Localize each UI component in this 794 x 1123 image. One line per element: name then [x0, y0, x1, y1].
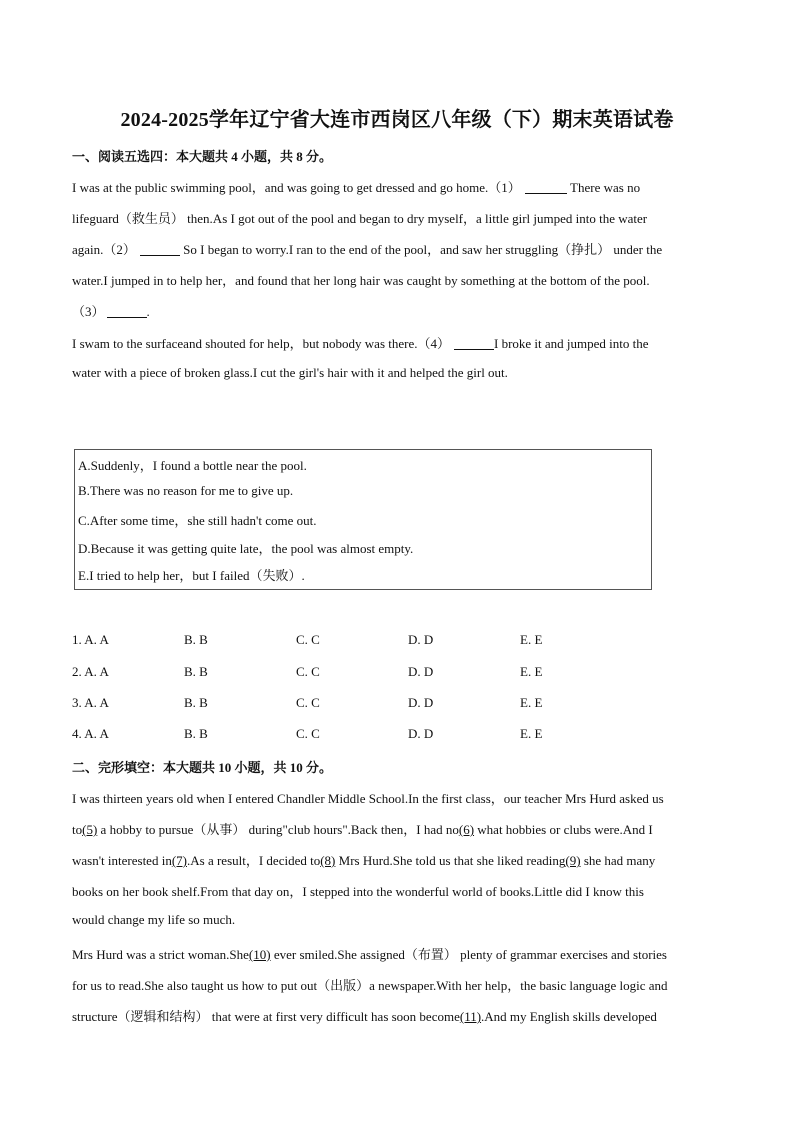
choice-a[interactable]: 4. A. A	[72, 726, 109, 741]
cloze-blank-10[interactable]: (10)	[248, 947, 271, 962]
choice-b[interactable]: B. B	[184, 664, 208, 679]
cloze-line: to(5) a hobby to pursue（从事） during"club hours".Back then，I had no(6) what hobbies or clubs were.And I	[72, 822, 653, 837]
option-c: C.After some time，she still hadn't come out.	[78, 513, 317, 528]
option-e: E.I tried to help her，but I failed（失败）.	[78, 568, 305, 583]
blank-3	[107, 305, 147, 318]
blank-1	[525, 181, 567, 194]
choice-a[interactable]: 2. A. A	[72, 664, 109, 679]
passage-line: （3） .	[72, 304, 150, 319]
choice-c[interactable]: C. C	[296, 664, 320, 679]
cloze-blank-6[interactable]: (6)	[458, 822, 475, 837]
cloze-line: wasn't interested in(7).As a result，I decided to(8) Mrs Hurd.She told us that she liked reading(9) she had many	[72, 853, 656, 868]
passage-line: I was at the public swimming pool，and was going to get dressed and go home.（1） There was no	[72, 180, 641, 195]
passage-line: I swam to the surfaceand shouted for help，but nobody was there.（4） I broke it and jumped into the	[72, 336, 649, 351]
choice-a[interactable]: 1. A. A	[72, 632, 109, 647]
choice-d[interactable]: D. D	[408, 695, 434, 710]
option-d: D.Because it was getting quite late，the pool was almost empty.	[78, 541, 414, 556]
question-row	[72, 695, 632, 715]
cloze-line: structure（逻辑和结构） that were at first very difficult has soon become(11).And my English skills developed	[72, 1009, 657, 1024]
choice-a[interactable]: 3. A. A	[72, 695, 109, 710]
choice-b[interactable]: B. B	[184, 632, 208, 647]
choice-c[interactable]: C. C	[296, 632, 320, 647]
choice-d[interactable]: D. D	[408, 726, 434, 741]
choice-b[interactable]: B. B	[184, 695, 208, 710]
choice-b[interactable]: B. B	[184, 726, 208, 741]
blank-4	[454, 337, 494, 350]
passage-line: water.I jumped in to help her，and found that her long hair was caught by something at the bottom of the pool.	[72, 273, 650, 288]
passage-line: water with a piece of broken glass.I cut the girl's hair with it and helped the girl out.	[72, 365, 508, 380]
question-row	[72, 726, 632, 746]
exam-title: 2024-2025学年辽宁省大连市西岗区八年级（下）期末英语试卷	[120, 109, 674, 131]
choice-e[interactable]: E. E	[520, 726, 543, 741]
passage-line: lifeguard（救生员） then.As I got out of the pool and began to dry myself，a little girl jumped into the water	[72, 211, 648, 226]
cloze-line: I was thirteen years old when I entered Chandler Middle School.In the first class，our teacher Mrs Hurd asked us	[72, 791, 664, 806]
cloze-line: for us to read.She also taught us how to put out（出版）a newspaper.With her help，the basic language logic and	[72, 978, 668, 993]
cloze-blank-11[interactable]: (11)	[459, 1009, 482, 1024]
section1-heading: 一、阅读五选四：本大题共 4 小题，共 8 分。	[72, 149, 333, 164]
cloze-line: would change my life so much.	[72, 912, 236, 927]
choice-c[interactable]: C. C	[296, 695, 320, 710]
options-box	[74, 449, 652, 590]
cloze-blank-9[interactable]: (9)	[565, 853, 581, 868]
question-row	[72, 632, 632, 652]
cloze-blank-5[interactable]: (5)	[82, 822, 98, 837]
choice-c[interactable]: C. C	[296, 726, 320, 741]
choice-d[interactable]: D. D	[408, 664, 434, 679]
choice-d[interactable]: D. D	[408, 632, 434, 647]
option-a: A.Suddenly，I found a bottle near the pool.	[78, 458, 307, 473]
choice-e[interactable]: E. E	[520, 664, 543, 679]
cloze-line: Mrs Hurd was a strict woman.She(10) ever smiled.She assigned（布置） plenty of grammar exercises and stories	[72, 947, 667, 962]
blank-2	[140, 243, 180, 256]
option-b: B.There was no reason for me to give up.	[78, 483, 294, 498]
question-row	[72, 664, 632, 684]
cloze-line: books on her book shelf.From that day on，I stepped into the wonderful world of books.Little did I know this	[72, 884, 644, 899]
cloze-blank-7[interactable]: (7)	[171, 853, 187, 868]
section2-heading: 二、完形填空：本大题共 10 小题，共 10 分。	[72, 760, 333, 775]
passage-line: again.（2） So I began to worry.I ran to the end of the pool，and saw her struggling（挣扎） under the	[72, 242, 663, 257]
choice-e[interactable]: E. E	[520, 632, 543, 647]
choice-e[interactable]: E. E	[520, 695, 543, 710]
cloze-blank-8[interactable]: (8)	[320, 853, 336, 868]
